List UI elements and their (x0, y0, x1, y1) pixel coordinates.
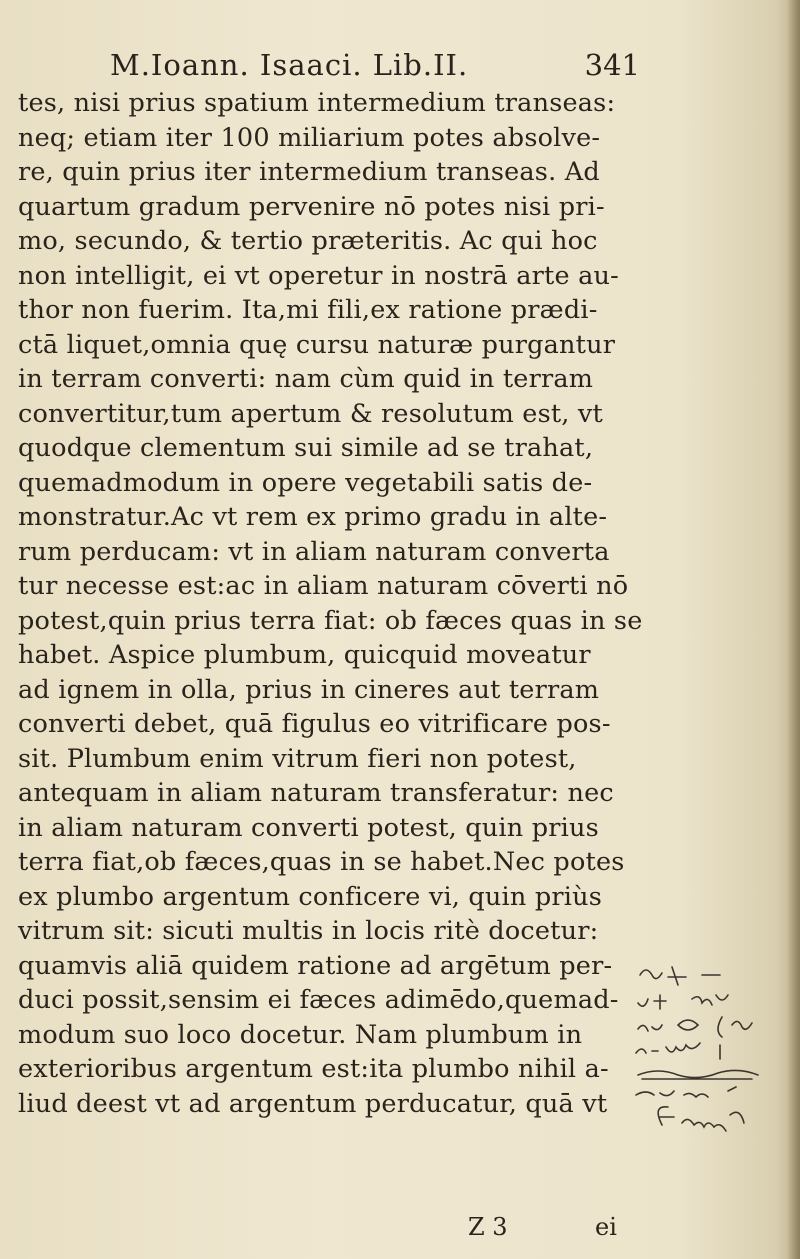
text-line: monstratur.Ac vt rem ex primo gradu in alte- (18, 502, 608, 532)
text-line: modum suo loco docetur. Nam plumbum in (18, 1019, 583, 1050)
catchword: ei (595, 1213, 617, 1241)
text-line: exterioribus argentum est:ita plumbo nihil a- (18, 1054, 609, 1084)
text-line: sit. Plumbum enim vitrum fieri non potest, (18, 743, 577, 774)
text-line: ad ignem in olla, prius in cineres aut terram (18, 674, 600, 705)
text-line: neq; etiam iter 100 miliarium potes absolve- (18, 122, 601, 153)
text-line: re, quin prius iter intermedium transeas. Ad (18, 157, 600, 187)
text-line: liud deest vt ad argentum perducatur, quā vt (18, 1088, 608, 1119)
text-line: habet. Aspice plumbum, quicquid moveatur (18, 640, 591, 670)
text-line: tes, nisi prius spatium intermedium transeas: (18, 88, 616, 118)
text-line: quemadmodum in opere vegetabili satis de- (18, 467, 593, 498)
text-line: rum perducam: vt in aliam naturam converta (18, 536, 610, 567)
text-line: quartum gradum pervenire nō potes nisi pri- (18, 191, 605, 222)
text-line: in aliam naturam converti potest, quin prius (18, 812, 599, 843)
body-text (18, 86, 643, 1121)
text-line: antequam in aliam naturam transferatur: nec (18, 778, 614, 808)
text-line: tur necesse est:ac in aliam naturam cōverti nō (18, 571, 629, 601)
text-line: convertitur,tum apertum & resolutum est, vt (18, 398, 603, 429)
handwritten-marginal-note (632, 955, 792, 1195)
text-line: potest,quin prius terra fiat: ob fæces quas in se (18, 605, 643, 636)
text-line: quamvis aliā quidem ratione ad argētum per- (18, 950, 613, 981)
running-head: M.Ioann. Isaaci. Lib.II. (110, 48, 469, 82)
page-number: 341 (584, 48, 640, 82)
text-line: terra fiat,ob fæces,quas in se habet.Nec potes (18, 847, 625, 877)
text-line: thor non fuerim. Ita,mi fili,ex ratione prædi- (18, 295, 598, 325)
text-line: converti debet, quā figulus eo vitrificare pos- (18, 709, 611, 739)
text-line: ctā liquet,omnia quę cursu naturæ purgantur (18, 329, 616, 360)
signature-mark: Z 3 (468, 1213, 508, 1241)
text-line: non intelligit, ei vt operetur in nostrā arte au- (18, 260, 619, 291)
text-line: duci possit,sensim ei fæces adimēdo,quemad- (18, 985, 619, 1015)
text-line: ex plumbo argentum conficere vi, quin priùs (18, 881, 603, 912)
page-header (110, 48, 640, 88)
text-line: vitrum sit: sicuti multis in locis ritè docetur: (18, 916, 599, 946)
handwriting-scribble-icon (632, 955, 792, 1195)
text-line: mo, secundo, & tertio præteritis. Ac qui hoc (18, 226, 598, 256)
text-line: quodque clementum sui simile ad se trahat, (18, 433, 594, 463)
text-line: in terram converti: nam cùm quid in terram (18, 364, 594, 394)
